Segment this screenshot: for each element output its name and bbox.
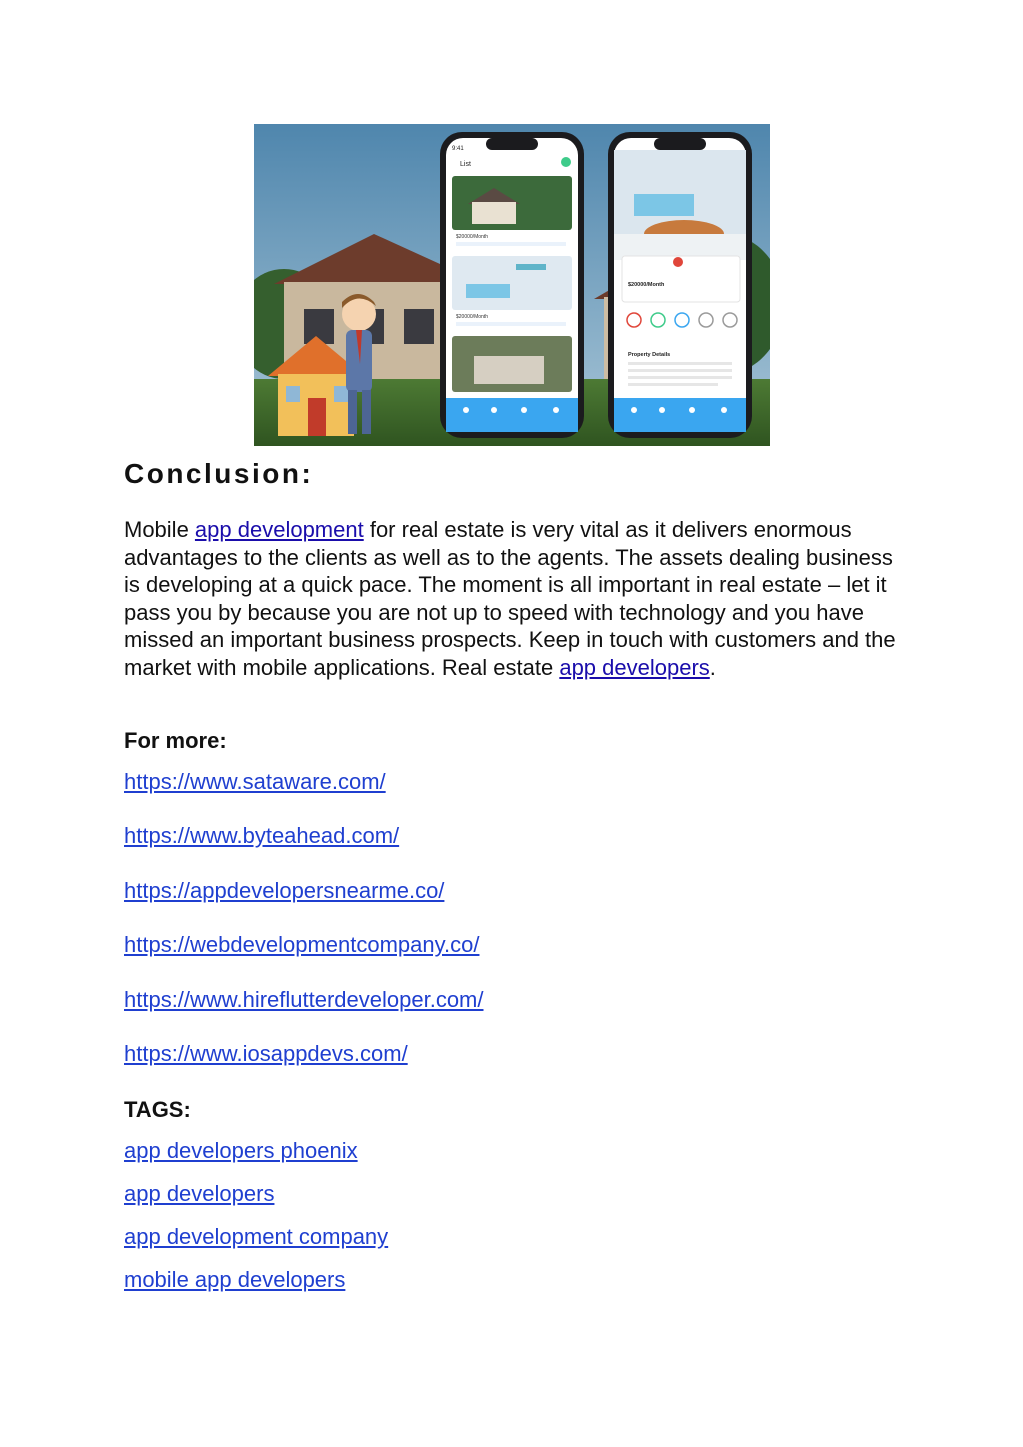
left-phone-time: 9:41 xyxy=(452,146,464,152)
link-sataware[interactable]: https://www.sataware.com/ xyxy=(124,769,386,794)
section-heading: Conclusion: xyxy=(124,458,314,489)
listing-1-price: $20000/Month xyxy=(456,234,488,240)
app-developers-link[interactable]: app developers xyxy=(559,654,710,680)
tag-mobile-app-developers[interactable]: mobile app developers xyxy=(124,1267,346,1292)
detail-price: $20000/Month xyxy=(628,282,665,288)
for-more-label: For more: xyxy=(124,728,227,753)
app-development-link[interactable]: app development xyxy=(194,517,364,542)
property-details-title: Property Details xyxy=(628,352,671,358)
tag-app-developers-phoenix[interactable]: app developers phoenix xyxy=(124,1138,358,1163)
link-hireflutterdeveloper[interactable]: https://www.hireflutterdeveloper.com/ xyxy=(124,987,484,1012)
left-phone-title: List xyxy=(460,161,471,168)
link-byteahead[interactable]: https://www.byteahead.com/ xyxy=(124,823,400,848)
link-webdevelopmentcompany[interactable]: https://webdevelopmentcompany.co/ xyxy=(124,932,480,957)
tag-app-developers[interactable]: app developers xyxy=(124,1181,275,1206)
link-iosappdevs[interactable]: https://www.iosappdevs.com/ xyxy=(124,1041,408,1066)
listing-2-price: $20000/Month xyxy=(456,314,488,320)
conclusion-paragraph xyxy=(124,516,904,681)
para-text-2: for real estate is very vital as it delivers enormous advantages to the clients as well as to the agents. The assets dealing business is developing at a quick pace. The moment is all important in real estate – let it pass you by because you are not up to speed with technology and you have missed an important business prospects. Keep in touch with customers and the market with mobile applications. Real estate xyxy=(124,517,896,680)
tags-label: TAGS: xyxy=(124,1097,191,1122)
hero-image xyxy=(254,124,770,446)
para-text-3: . xyxy=(709,654,716,680)
para-text-1: Mobile xyxy=(124,517,195,542)
tag-app-development-company[interactable]: app development company xyxy=(124,1224,389,1249)
link-appdevelopersnearme[interactable]: https://appdevelopersnearme.co/ xyxy=(124,878,445,903)
